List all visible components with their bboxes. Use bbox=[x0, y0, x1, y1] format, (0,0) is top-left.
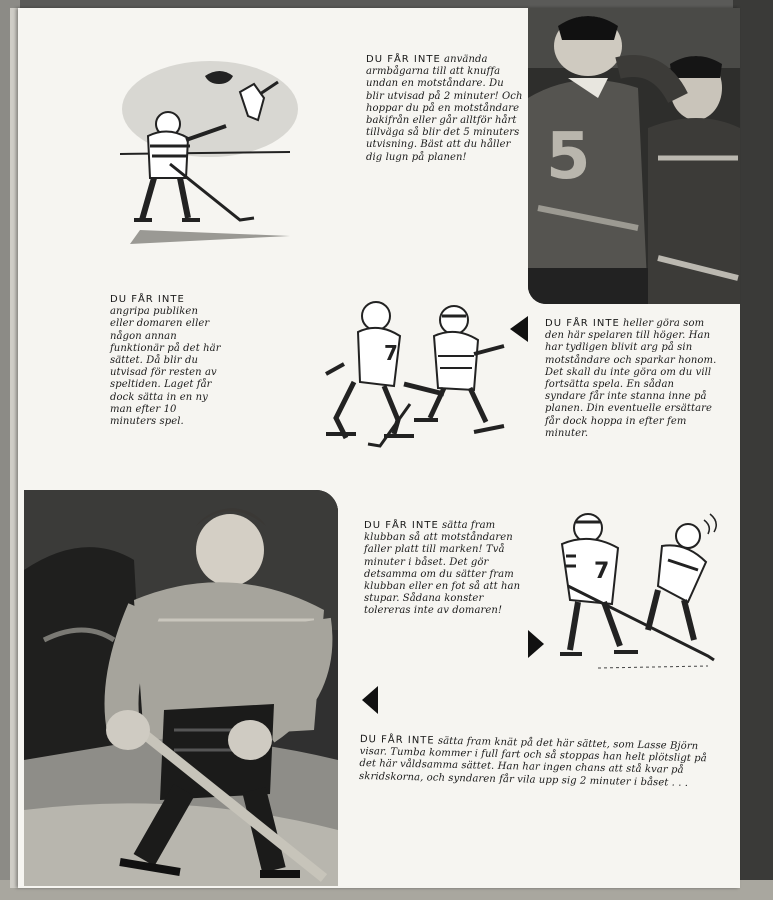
photo-knee-check-image bbox=[24, 490, 338, 886]
photo-fight-image bbox=[528, 8, 740, 304]
cartoon-jersey-number: 7 bbox=[384, 341, 398, 365]
caption-elbowing-text: använda armbågarna till att knuffa undan en motståndare. Du blir utvisad på 2 minuter! Och hoppar du på en motståndare bakifrån eller går alltför hårt tillväga så blir det 5 minuters utvisning. Bäst att du håller dig lugn på planen! bbox=[366, 54, 523, 163]
magazine-page bbox=[18, 8, 740, 888]
caption-kicking-text: heller göra som den här spelaren till höger. Han har tydligen blivit arg på sin motståndare och sparkar honom. Det skall du inte göra om du vill fortsätta spela. En sådan syndare får inte stanna inne på planen. Din eventuelle ersättare får dock hoppa in efter fem minuter. bbox=[545, 318, 717, 439]
caption-knee-text: sätta fram knät på det här sättet, som Lasse Björn visar. Tumba kommer i full fart och så stoppas han helt plötsligt på det här våldsamma sättet. Han har ingen chans att stå kvar på skridskorna, och syndaren får vila upp sig 2 minuter i båset . . . bbox=[359, 735, 707, 789]
caption-tripping-text: sätta fram klubban så att motståndaren faller platt till marken! Två minuter i båset. Det gör detsamma om du sätter fram klubban eller en fot så att han stupar. Sådana konster tolereras inte av domaren! bbox=[364, 520, 521, 617]
caption-tripping bbox=[364, 520, 524, 618]
arrow-left-photo-icon bbox=[360, 684, 380, 716]
caption-kicking-lead: DU FÅR INTE bbox=[545, 318, 620, 329]
caption-attack-public bbox=[110, 294, 222, 428]
cartoon-kicking bbox=[324, 294, 510, 454]
caption-attack-public-lead: DU FÅR INTE bbox=[110, 294, 185, 305]
cartoon-tripping bbox=[538, 506, 718, 676]
photo-knee-check bbox=[24, 490, 338, 886]
caption-elbowing-lead: DU FÅR INTE bbox=[366, 54, 441, 65]
arrow-right-icon bbox=[526, 628, 546, 660]
caption-attack-public-text: angripa publiken eller domaren eller någon annan funktionär på det här sättet. Då blir du utvisad för resten av speltiden. Laget får dock sätta in en ny man efter 10 minuters spel. bbox=[110, 306, 221, 428]
cartoon-elbowing bbox=[110, 54, 300, 254]
caption-knee-lead: DU FÅR INTE bbox=[359, 734, 435, 747]
caption-knee bbox=[359, 734, 720, 790]
arrow-left-icon bbox=[508, 314, 530, 344]
caption-tripping-lead: DU FÅR INTE bbox=[364, 520, 439, 531]
caption-kicking bbox=[545, 318, 717, 440]
caption-elbowing bbox=[366, 54, 524, 164]
cartoon-tripping-jersey-number: 7 bbox=[594, 559, 610, 584]
photo-fight bbox=[528, 8, 740, 304]
page-spine bbox=[10, 8, 18, 888]
jersey-number-5: 5 bbox=[546, 120, 591, 194]
